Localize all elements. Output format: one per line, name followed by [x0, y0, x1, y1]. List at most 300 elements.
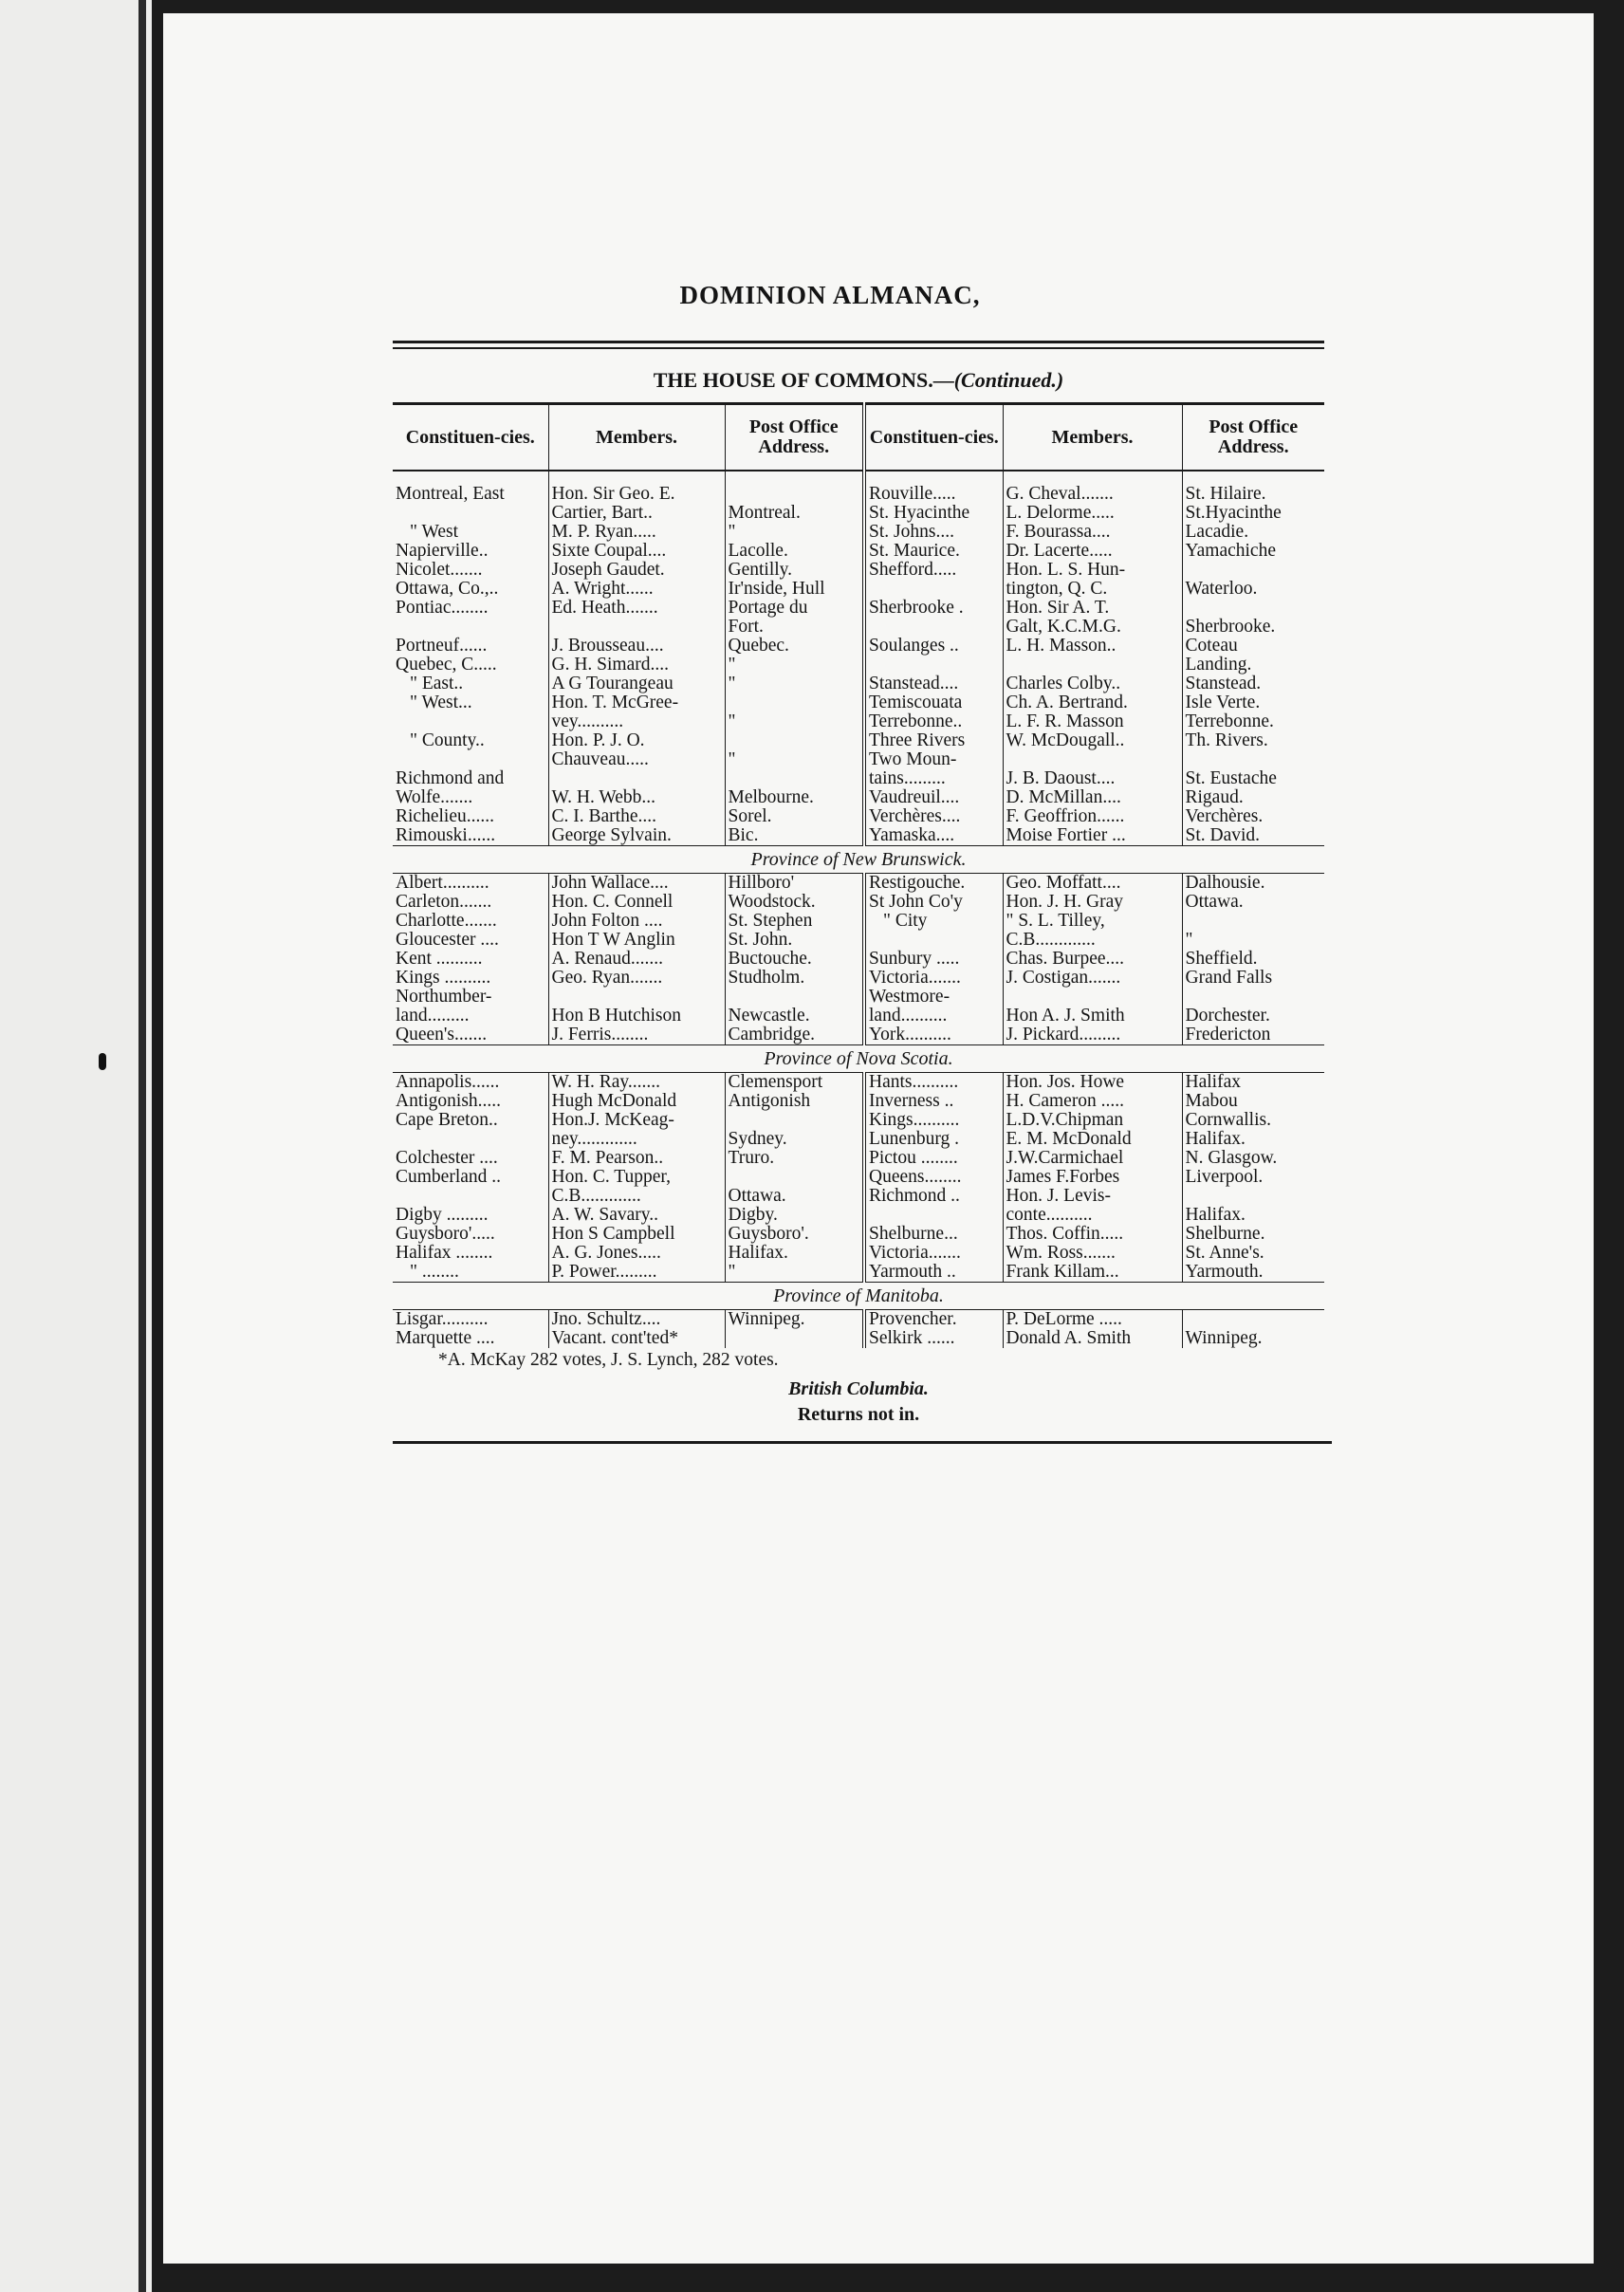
table-cell [548, 618, 725, 637]
table-row [393, 637, 1324, 656]
table-cell: E. M. McDonald [1003, 1130, 1182, 1149]
table-row [393, 874, 1324, 894]
table-row [393, 1310, 1324, 1330]
table-cell: Hon. J. Levis- [1003, 1187, 1182, 1206]
facing-page [0, 0, 152, 2292]
table-cell: Montreal. [725, 504, 864, 523]
table-row [393, 750, 1324, 769]
table-row [393, 788, 1324, 807]
table-cell: St. Hyacinthe [864, 504, 1003, 523]
table-cell [393, 618, 548, 637]
page-content [393, 281, 1324, 1444]
table-cell: Isle Verte. [1182, 693, 1324, 712]
table-cell: " [725, 1263, 864, 1283]
table-cell: Fort. [725, 618, 864, 637]
header-address-2: Post Office Address. [1182, 404, 1324, 471]
table-row [393, 807, 1324, 826]
table-row [393, 599, 1324, 618]
table-row [393, 1149, 1324, 1168]
table-cell: P. DeLorme ..... [1003, 1310, 1182, 1330]
table-cell: Ed. Heath....... [548, 599, 725, 618]
table-cell: Lunenburg . [864, 1130, 1003, 1149]
table-row [393, 504, 1324, 523]
table-cell: James F.Forbes [1003, 1168, 1182, 1187]
ink-mark [99, 1053, 106, 1070]
table-cell: St. Johns.... [864, 523, 1003, 542]
table-cell: George Sylvain. [548, 826, 725, 846]
table-cell: Ch. A. Bertrand. [1003, 693, 1182, 712]
table-cell: Shefford..... [864, 561, 1003, 580]
table-cell [1182, 912, 1324, 931]
table-cell: H. Cameron ..... [1003, 1092, 1182, 1111]
table-cell: A G Tourangeau [548, 675, 725, 693]
table-cell: Galt, K.C.M.G. [1003, 618, 1182, 637]
table-cell: Antigonish [725, 1092, 864, 1111]
header-address: Post Office Address. [725, 404, 864, 471]
table-cell: " West [410, 523, 458, 542]
table-cell: Pictou ........ [864, 1149, 1003, 1168]
table-cell: A. G. Jones..... [548, 1244, 725, 1263]
table-cell [393, 1130, 548, 1149]
table-cell: " [725, 675, 864, 693]
table-cell: Joseph Gaudet. [548, 561, 725, 580]
table-row [393, 693, 1324, 712]
table-cell: Sunbury ..... [864, 950, 1003, 969]
table-cell [548, 988, 725, 1007]
table-row [393, 523, 1324, 542]
table-row [393, 1168, 1324, 1187]
table-cell: Soulanges .. [864, 637, 1003, 656]
table-cell: W. McDougall.. [1003, 731, 1182, 750]
table-cell: Halifax. [1182, 1130, 1324, 1149]
table-row [393, 931, 1324, 950]
table-cell: F. Bourassa.... [1003, 523, 1182, 542]
table-cell: Woodstock. [725, 893, 864, 912]
table-cell: Hon B Hutchison [548, 1007, 725, 1026]
table-row [393, 580, 1324, 599]
running-title: DOMINION ALMANAC, [679, 281, 981, 309]
table-cell: York.......... [864, 1026, 1003, 1045]
table-cell: " S. L. Tilley, [1003, 912, 1182, 931]
table-cell [725, 731, 864, 750]
table-cell: Verchères. [1182, 807, 1324, 826]
table-cell: Hon.J. McKeag- [548, 1111, 725, 1130]
table-cell: Terrebonne. [1182, 712, 1324, 731]
table-cell: Hon. C. Connell [548, 893, 725, 912]
province-heading-new-brunswick: Province of New Brunswick. [393, 846, 1324, 874]
table-cell: Hants.......... [864, 1073, 1003, 1093]
table-cell: Hon. Sir A. T. [1003, 599, 1182, 618]
table-cell: F. M. Pearson.. [548, 1149, 725, 1168]
table-cell: A. Wright...... [548, 580, 725, 599]
table-cell: St. Maurice. [864, 542, 1003, 561]
table-row [393, 675, 1324, 693]
table-cell: St. Stephen [725, 912, 864, 931]
table-cell: G. H. Simard.... [548, 656, 725, 675]
table-cell: Annapolis...... [396, 1072, 500, 1092]
header-rule [393, 341, 1324, 349]
table-cell: W. H. Ray....... [548, 1073, 725, 1093]
table-cell: Sherbrooke . [864, 599, 1003, 618]
table-cell [725, 769, 864, 788]
table-cell: Richmond and [396, 769, 505, 788]
section-title [393, 368, 1324, 393]
table-cell: St. David. [1182, 826, 1324, 846]
table-cell: M. P. Ryan..... [548, 523, 725, 542]
table-cell: F. Geoffrion...... [1003, 807, 1182, 826]
table-cell: tington, Q. C. [1003, 580, 1182, 599]
table-cell: Yarmouth .. [864, 1263, 1003, 1283]
table-cell [864, 931, 1003, 950]
table-cell: " City [864, 912, 1003, 931]
table-row [393, 1073, 1324, 1093]
table-cell: Clemensport [725, 1073, 864, 1093]
table-cell: Hon S Campbell [548, 1225, 725, 1244]
table-cell: Dalhousie. [1182, 874, 1324, 894]
table-cell: A. W. Savary.. [548, 1206, 725, 1225]
table-cell: Shelburne. [1182, 1225, 1324, 1244]
table-row [393, 1225, 1324, 1244]
table-row [393, 656, 1324, 675]
table-cell: Antigonish..... [396, 1092, 502, 1111]
table-cell: Sydney. [725, 1130, 864, 1149]
table-cell: Quebec, C..... [396, 656, 497, 675]
table-cell: " County.. [410, 731, 485, 750]
table-row [393, 969, 1324, 988]
table-cell: Charles Colby.. [1003, 675, 1182, 693]
table-cell: N. Glasgow. [1182, 1149, 1324, 1168]
table-cell: land......... [396, 1007, 470, 1026]
table-cell: Buctouche. [725, 950, 864, 969]
table-cell: Sheffield. [1182, 950, 1324, 969]
table-cell: Halifax [1182, 1073, 1324, 1093]
table-cell: Guysboro'..... [396, 1225, 495, 1244]
table-cell: Charlotte....... [396, 912, 497, 931]
table-cell [725, 471, 864, 504]
bottom-rule [393, 1441, 1332, 1444]
table-cell: Thos. Coffin..... [1003, 1225, 1182, 1244]
table-cell [725, 1111, 864, 1130]
table-cell: Cornwallis. [1182, 1111, 1324, 1130]
table-cell [864, 656, 1003, 675]
table-cell: Rimouski...... [396, 826, 496, 845]
table-cell: J. Pickard......... [1003, 1026, 1182, 1045]
table-cell: Cumberland .. [396, 1168, 502, 1187]
table-cell: Chauveau..... [548, 750, 725, 769]
table-cell: land.......... [864, 1007, 1003, 1026]
table-cell: Cape Breton.. [396, 1111, 498, 1130]
table-cell: " [1182, 931, 1324, 950]
table-row [393, 988, 1324, 1007]
table-cell: Digby ......... [396, 1206, 489, 1225]
table-row [393, 712, 1324, 731]
table-cell [864, 1206, 1003, 1225]
commons-table [393, 402, 1324, 1348]
table-cell: Moise Fortier ... [1003, 826, 1182, 846]
table-cell: Hon. P. J. O. [548, 731, 725, 750]
table-cell: Landing. [1182, 656, 1324, 675]
table-row [393, 1244, 1324, 1263]
table-cell: Halifax. [725, 1244, 864, 1263]
table-cell: Stanstead. [1182, 675, 1324, 693]
table-cell: Geo. Ryan....... [548, 969, 725, 988]
footnote: *A. McKay 282 votes, J. S. Lynch, 282 votes. [438, 1350, 779, 1370]
table-cell: Fredericton [1182, 1026, 1324, 1045]
table-cell: Colchester .... [396, 1149, 498, 1168]
table-cell: J. Brousseau.... [548, 637, 725, 656]
table-cell: Terrebonne.. [864, 712, 1003, 731]
table-cell: Carleton....... [396, 893, 492, 912]
province-heading-manitoba: Province of Manitoba. [393, 1283, 1324, 1310]
page-gutter [138, 0, 146, 2292]
table-cell: Portage du [725, 599, 864, 618]
table-cell: Queen's....... [396, 1026, 488, 1044]
table-row [393, 1026, 1324, 1045]
table-cell: Gloucester .... [396, 931, 499, 950]
table-cell: John Wallace.... [548, 874, 725, 894]
table-cell: Two Moun- [864, 750, 1003, 769]
table-cell: Winnipeg. [1182, 1329, 1324, 1348]
table-row [393, 542, 1324, 561]
header-members: Members. [548, 404, 725, 471]
section-title-text: THE HOUSE OF COMMONS.— [653, 368, 954, 392]
table-cell [1182, 561, 1324, 580]
table-cell: Victoria....... [864, 1244, 1003, 1263]
table-cell: Temiscouata [864, 693, 1003, 712]
table-cell: Hon. Sir Geo. E. [548, 471, 725, 504]
table-row [393, 1130, 1324, 1149]
table-row [393, 561, 1324, 580]
table-cell [864, 580, 1003, 599]
table-cell: Hon. J. H. Gray [1003, 893, 1182, 912]
table-cell: J.W.Carmichael [1003, 1149, 1182, 1168]
table-cell: Wolfe....... [396, 788, 473, 807]
province-heading-row [393, 1045, 1324, 1073]
province-heading-row [393, 846, 1324, 874]
table-cell: Lacadie. [1182, 523, 1324, 542]
table-cell: Frank Killam... [1003, 1263, 1182, 1283]
table-cell: Yamachiche [1182, 542, 1324, 561]
table-cell: Richelieu...... [396, 807, 494, 826]
table-cell: Ir'nside, Hull [725, 580, 864, 599]
table-cell: Northumber- [396, 988, 492, 1007]
table-cell: " [725, 712, 864, 731]
table-cell: Guysboro'. [725, 1225, 864, 1244]
table-cell: conte.......... [1003, 1206, 1182, 1225]
table-cell: Verchères.... [864, 807, 1003, 826]
table-cell: C. I. Barthe.... [548, 807, 725, 826]
table-cell: Marquette .... [396, 1329, 495, 1348]
table-row [393, 1263, 1324, 1283]
table-cell: " [725, 523, 864, 542]
table-cell [1182, 750, 1324, 769]
table-row [393, 1092, 1324, 1111]
table-cell: Waterloo. [1182, 580, 1324, 599]
table-cell: Quebec. [725, 637, 864, 656]
table-cell [725, 693, 864, 712]
section-title-suffix: (Continued.) [953, 368, 1064, 392]
table-cell: Cambridge. [725, 1026, 864, 1045]
table-cell: Jno. Schultz.... [548, 1310, 725, 1330]
table-cell: Montreal, East [396, 484, 505, 504]
table-cell: Sherbrooke. [1182, 618, 1324, 637]
table-cell: L. F. R. Masson [1003, 712, 1182, 731]
table-row [393, 1007, 1324, 1026]
table-cell: St. Hilaire. [1182, 471, 1324, 504]
table-cell: Chas. Burpee.... [1003, 950, 1182, 969]
table-cell [1182, 988, 1324, 1007]
table-cell: A. Renaud....... [548, 950, 725, 969]
table-cell: Vacant. cont'ted* [548, 1329, 725, 1348]
table-cell: L. H. Masson.. [1003, 637, 1182, 656]
table-row [393, 471, 1324, 504]
table-cell: Albert.......... [396, 873, 489, 893]
table-row [393, 1329, 1324, 1348]
table-cell: Restigouche. [864, 874, 1003, 894]
table-cell: St. Anne's. [1182, 1244, 1324, 1263]
table-cell: Donald A. Smith [1003, 1329, 1182, 1348]
table-cell: Melbourne. [725, 788, 864, 807]
table-cell: Halifax. [1182, 1206, 1324, 1225]
table-cell [393, 504, 548, 523]
table-cell: " East.. [410, 675, 464, 693]
table-cell [1003, 656, 1182, 675]
table-cell: Studholm. [725, 969, 864, 988]
table-cell: Hon. Jos. Howe [1003, 1073, 1182, 1093]
table-cell: " West... [410, 693, 472, 712]
table-cell: Hillboro' [725, 874, 864, 894]
table-cell: tains......... [864, 769, 1003, 788]
table-cell: Portneuf...... [396, 637, 488, 656]
table-cell: Lacolle. [725, 542, 864, 561]
table-cell: Nicolet....... [396, 561, 483, 580]
province-heading-row [393, 1283, 1324, 1310]
table-cell [725, 1168, 864, 1187]
table-row [393, 1111, 1324, 1130]
table-cell: G. Cheval....... [1003, 471, 1182, 504]
table-cell: Halifax ........ [396, 1244, 493, 1263]
table-cell: Rigaud. [1182, 788, 1324, 807]
table-cell [1003, 750, 1182, 769]
table-cell: Sixte Coupal.... [548, 542, 725, 561]
table-cell: L. Delorme..... [1003, 504, 1182, 523]
table-cell: Dorchester. [1182, 1007, 1324, 1026]
table-cell: St John Co'y [864, 893, 1003, 912]
table-cell: Yamaska.... [864, 826, 1003, 846]
table-cell: Wm. Ross....... [1003, 1244, 1182, 1263]
table-cell [548, 769, 725, 788]
table-row [393, 618, 1324, 637]
table-cell: Geo. Moffatt.... [1003, 874, 1182, 894]
table-cell: Pontiac........ [396, 599, 489, 618]
table-header-row [393, 404, 1324, 471]
table-row [393, 826, 1324, 846]
table-cell: St. John. [725, 931, 864, 950]
table-cell [393, 1187, 548, 1206]
table-cell: Ottawa, Co.,.. [396, 580, 499, 599]
table-row [393, 1187, 1324, 1206]
table-cell: J. Ferris........ [548, 1026, 725, 1045]
table-cell [864, 618, 1003, 637]
table-cell: Dr. Lacerte..... [1003, 542, 1182, 561]
table-cell: Lisgar.......... [396, 1309, 489, 1329]
table-cell: Hon. L. S. Hun- [1003, 561, 1182, 580]
table-cell: Hon. T. McGree- [548, 693, 725, 712]
province-heading-british-columbia: British Columbia. [788, 1378, 929, 1399]
province-heading-nova-scotia: Province of Nova Scotia. [393, 1045, 1324, 1073]
table-cell: Victoria....... [864, 969, 1003, 988]
table-cell: " ........ [410, 1263, 459, 1282]
table-cell: ney............. [548, 1130, 725, 1149]
table-cell: Yarmouth. [1182, 1263, 1324, 1283]
table-cell: C.B............. [1003, 931, 1182, 950]
header-constituencies-2: Constituen-cies. [864, 404, 1003, 471]
table-cell: J. B. Daoust.... [1003, 769, 1182, 788]
table-cell: Queens........ [864, 1168, 1003, 1187]
table-row [393, 731, 1324, 750]
table-cell: Coteau [1182, 637, 1324, 656]
table-cell: Westmore- [864, 988, 1003, 1007]
table-cell: St.Hyacinthe [1182, 504, 1324, 523]
table-cell: Digby. [725, 1206, 864, 1225]
table-cell: Bic. [725, 826, 864, 846]
table-cell: vey.......... [548, 712, 725, 731]
table-cell [725, 1329, 864, 1348]
table-cell: Inverness .. [864, 1092, 1003, 1111]
table-cell: Sorel. [725, 807, 864, 826]
table-cell: Mabou [1182, 1092, 1324, 1111]
header-members-2: Members. [1003, 404, 1182, 471]
table-cell: Gentilly. [725, 561, 864, 580]
table-cell [1182, 1310, 1324, 1330]
table-cell: Cartier, Bart.. [548, 504, 725, 523]
table-cell: John Folton .... [548, 912, 725, 931]
table-cell: Kent .......... [396, 950, 483, 969]
table-cell [1182, 599, 1324, 618]
table-cell: Grand Falls [1182, 969, 1324, 988]
table-cell: Kings .......... [396, 969, 491, 988]
table-cell: Liverpool. [1182, 1168, 1324, 1187]
table-cell: Provencher. [864, 1310, 1003, 1330]
table-cell: " [725, 656, 864, 675]
table-cell: P. Power......... [548, 1263, 725, 1283]
table-cell [1182, 1187, 1324, 1206]
table-row [393, 1206, 1324, 1225]
table-cell: Stanstead.... [864, 675, 1003, 693]
table-cell: Winnipeg. [725, 1310, 864, 1330]
table-row [393, 769, 1324, 788]
table-cell [393, 750, 548, 769]
table-cell: " [725, 750, 864, 769]
table-cell: Vaudreuil.... [864, 788, 1003, 807]
table-cell: W. H. Webb... [548, 788, 725, 807]
table-cell: Shelburne... [864, 1225, 1003, 1244]
table-cell: J. Costigan....... [1003, 969, 1182, 988]
british-columbia-note: Returns not in. [797, 1404, 920, 1425]
table-cell [1003, 988, 1182, 1007]
table-cell [393, 712, 548, 731]
table-cell: Richmond .. [864, 1187, 1003, 1206]
table-cell: C.B............. [548, 1187, 725, 1206]
table-row [393, 912, 1324, 931]
table-cell: Hon A. J. Smith [1003, 1007, 1182, 1026]
table-cell: Hugh McDonald [548, 1092, 725, 1111]
table-cell: D. McMillan.... [1003, 788, 1182, 807]
table-cell: Napierville.. [396, 542, 489, 561]
table-cell: Truro. [725, 1149, 864, 1168]
table-cell: Hon T W Anglin [548, 931, 725, 950]
table-cell: Newcastle. [725, 1007, 864, 1026]
